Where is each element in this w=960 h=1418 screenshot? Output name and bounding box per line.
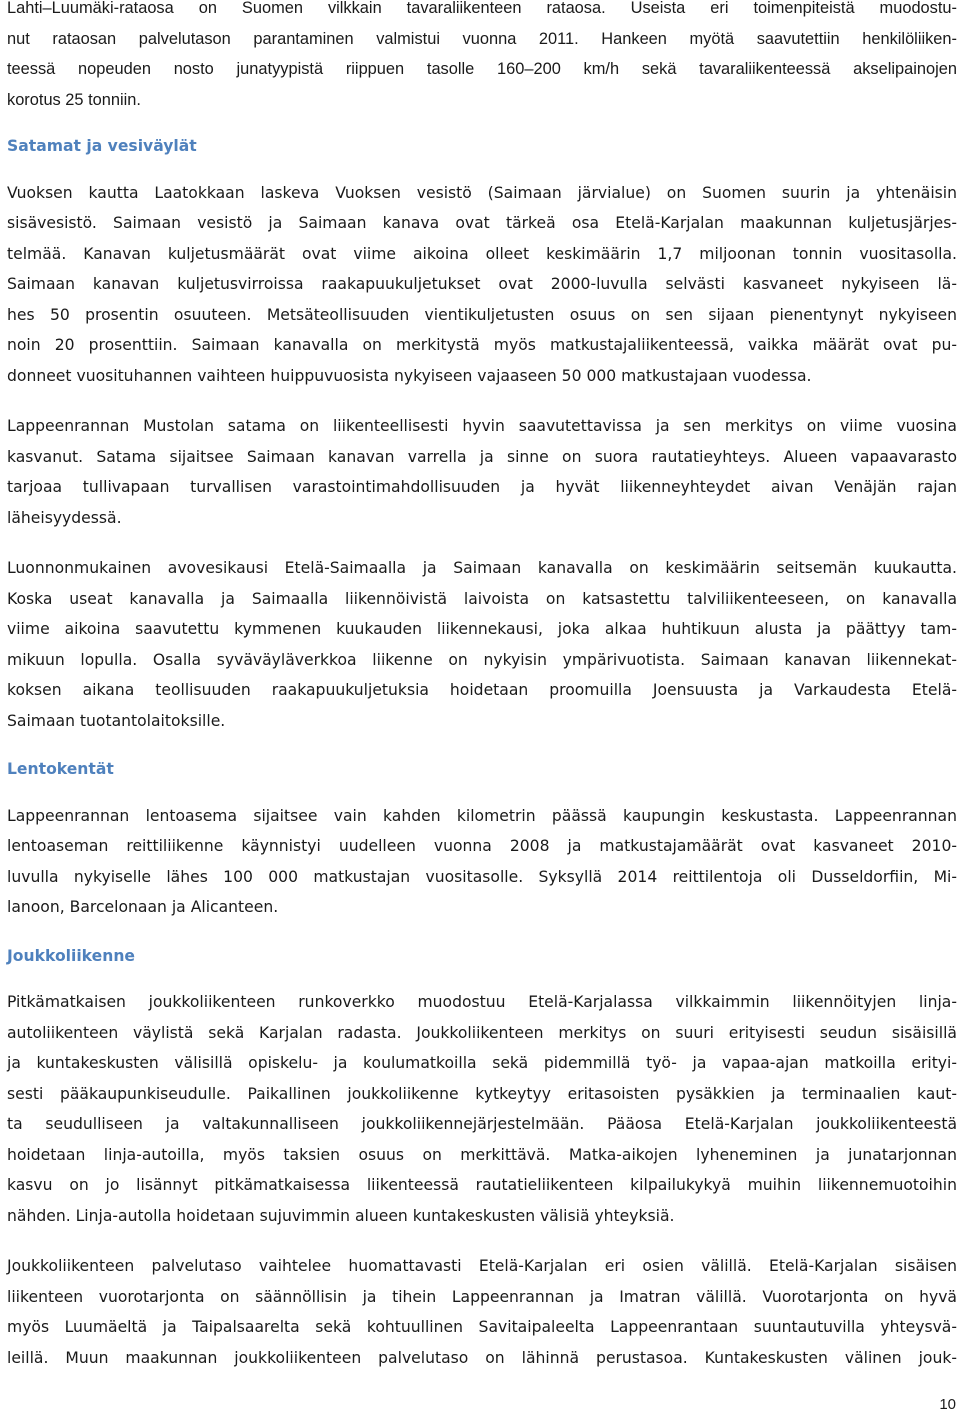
text-line: koksen aikana teollisuuden raakapuukuljetuksia hoidetaan proomuilla Joensuusta ja Varkaudesta Etelä- [7, 681, 957, 699]
text-line: liikenteen vuorotarjonta on säännöllisin ja tihein Lappeenrannan ja Imatran välillä. Vuorotarjonta on hyvä [7, 1287, 957, 1306]
text-line: Joukkoliikenteen palvelutaso vaihtelee huomattavasti Etelä-Karjalan eri osien välillä. Etelä-Karjalan sisäisen [7, 1257, 957, 1275]
text-line: ta seudulliseen ja valtakunnalliseen joukkoliikennejärjestelmään. Pääosa Etelä-Karjalan joukkoliikenteestä [7, 1115, 957, 1133]
text-line: ja kuntakeskusten välisillä opiskelu- ja koulumatkoilla sekä pidemmillä työ- ja vapaa-ajan matkoilla erityi- [7, 1054, 957, 1072]
document-page [7, 0, 957, 1373]
section-heading-joukkoliikenne: Joukkoliikenne [7, 946, 135, 965]
text-line: viime aikoina saavutettu kymmenen kuukauden liikennekausi, joka alkaa huhtikuun alusta ja päättyy tam- [7, 620, 957, 638]
text-line: Pitkämatkaisen joukkoliikenteen runkoverkko muodostuu Etelä-Karjalassa vilkkaimmin liikennöityjen linja- [7, 993, 957, 1011]
text-line: Luonnonmukainen avovesikausi Etelä-Saimaalla ja Saimaan kanavalla on keskimäärin seitsemän kuukautta. [7, 559, 957, 577]
text-line: tarjoaa tullivapaan turvallisen varastointimahdollisuuden ja hyvät liikenneyhteydet aivan Venäjän rajan [7, 478, 957, 496]
paragraph [7, 987, 957, 1231]
paragraph [7, 178, 957, 392]
section-heading-satamat: Satamat ja vesiväylät [7, 137, 197, 155]
text-line: hoidetaan linja-autoilla, myös taksien osuus on merkittävä. Matka-aikojen lyheneminen ja junatarjonnan [7, 1145, 957, 1164]
text-line: lanoon, Barcelonaan ja Alicanteen. [7, 898, 279, 916]
text-line: donneet vuosituhannen vaihteen huippuvuosista nykyiseen vajaaseen 50 000 matkustajaan vuodessa. [7, 366, 812, 385]
page-number: 10 [939, 1396, 956, 1413]
text-line: Vuoksen kautta Laatokkaan laskeva Vuoksen vesistö (Saimaan järvialue) on Suomen suurin ja yhtenäisin [7, 183, 957, 202]
text-line: teessä nopeuden nosto junatyypistä riippuen tasolle 160–200 km/h sekä tavaraliikenteessä akselipainojen [7, 60, 957, 78]
text-line: Lappeenrannan Mustolan satama on liikenteellisesti hyvin saavutettavissa ja sen merkitys on viime vuosina [7, 417, 957, 435]
text-line: sisävesistö. Saimaan vesistö ja Saimaan kanava ovat tärkeä osa Etelä-Karjalan maakunnan kuljetusjärjes- [7, 214, 957, 232]
text-line: Lahti–Luumäki-rataosa on Suomen vilkkain tavaraliikenteen rataosa. Useista eri toimenpiteistä muodostu- [7, 0, 957, 17]
paragraph [7, 411, 957, 533]
text-line: autoliikenteen väylistä sekä Karjalan radasta. Joukkoliikenteen merkitys on suuri erityisesti seudun sisäisillä [7, 1023, 957, 1042]
text-line: mikuun lopulla. Osalla syväväyläverkkoa liikenne on nykyisin ympärivuotista. Saimaan kanavan liikennekat- [7, 650, 957, 669]
text-line: sesti pääkaupunkiseudulle. Paikallinen joukkoliikenne kytkeytyy eritasoisten pysäkkien ja terminaalien kaut- [7, 1084, 957, 1103]
text-line: luvulla nykyiselle lähes 100 000 matkustajan vuositasolle. Syksyllä 2014 reittilentoja oli Dusseldorfiin, Mi- [7, 867, 957, 886]
text-line: Saimaan tuotantolaitoksille. [7, 711, 226, 730]
intro-paragraph [7, 0, 957, 115]
text-line: nut rataosan palvelutason parantaminen valmistui vuonna 2011. Hankeen myötä saavutettiin henkilöliiken- [7, 29, 957, 48]
text-line: telmää. Kanavan kuljetusmäärät ovat viime aikoina olleet keskimäärin 1,7 miljoonan tonnin vuositasolla. [7, 244, 957, 263]
paragraph [7, 1251, 957, 1373]
text-line: hes 50 prosentin osuuteen. Metsäteollisuuden vientikuljetusten osuus on sen sijaan pienentynyt nykyiseen [7, 305, 957, 324]
paragraph [7, 553, 957, 736]
text-line: kasvu on jo lisännyt pitkämatkaisessa liikenteessä rautatieliikenteen kilpailukykyä muihin liikennemuotoihin [7, 1176, 957, 1194]
text-line: lentoaseman reittiliikenne käynnistyi uudelleen vuonna 2008 ja matkustajamäärät ovat kasvaneet 2010- [7, 837, 957, 855]
text-line: kasvanut. Satama sijaitsee Saimaan kanavan varrella ja sinne on suora rautatieyhteys. Alueen vapaavarasto [7, 447, 957, 466]
text-line: leillä. Muun maakunnan joukkoliikenteen palvelutaso on lähinnä perustasoa. Kuntakeskusten välinen jouk- [7, 1348, 957, 1367]
text-line: Saimaan kanavan kuljetusvirroissa raakapuukuljetukset ovat 2000-luvulla selvästi kasvaneet nykyiseen lä- [7, 275, 957, 293]
section-heading-lentokentat: Lentokentät [7, 760, 114, 778]
text-line: Lappeenrannan lentoasema sijaitsee vain kahden kilometrin päässä kaupungin keskustasta. Lappeenrannan [7, 806, 957, 825]
text-line: läheisyydessä. [7, 508, 122, 527]
text-line: Koska useat kanavalla ja Saimaalla liikennöivistä laivoista on katsastettu talviliikenteeseen, on kanavalla [7, 589, 957, 608]
text-line: noin 20 prosenttiin. Saimaan kanavalla on merkitystä myös matkustajaliikenteessä, vaikka määrät ovat pu- [7, 336, 957, 354]
text-line: korotus 25 tonniin. [7, 90, 141, 109]
text-line: nähden. Linja-autolla hoidetaan sujuvimmin alueen kuntakeskusten välisiä yhteyksiä. [7, 1206, 675, 1225]
text-line: myös Luumäeltä ja Taipalsaarelta sekä kohtuullinen Savitaipaleelta Lappeenrantaan suuntautuvilla yhteysvä- [7, 1318, 957, 1336]
paragraph [7, 801, 957, 923]
